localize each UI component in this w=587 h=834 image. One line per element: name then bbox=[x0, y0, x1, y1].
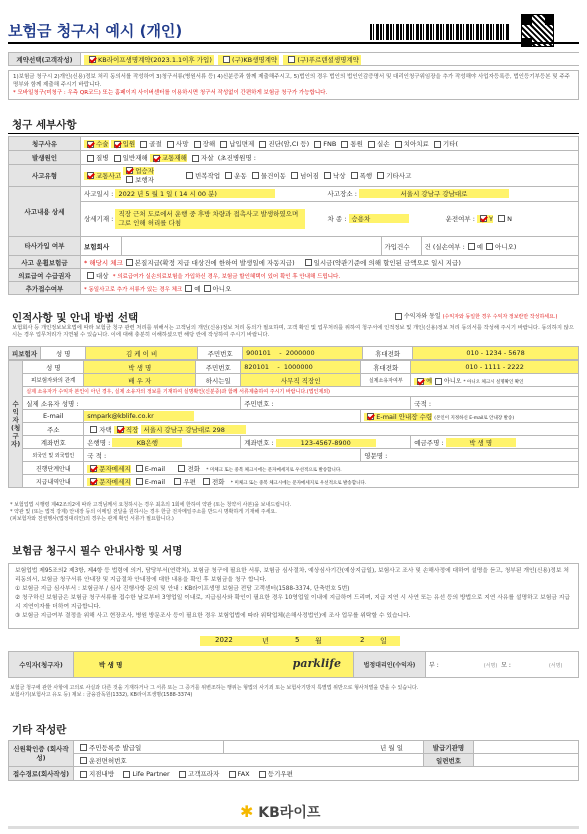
insured-name-label: 성 명 bbox=[41, 347, 86, 360]
barcode bbox=[370, 24, 510, 40]
insured-name[interactable]: 김 케 이 비 bbox=[86, 347, 198, 360]
owner-yes-checkbox[interactable] bbox=[417, 378, 424, 385]
cause-item: 질병 bbox=[96, 154, 109, 162]
driver-no: N bbox=[507, 214, 512, 223]
acct-label: 계좌번호 bbox=[23, 436, 84, 449]
reason-item: 납입면제 bbox=[229, 140, 255, 148]
accident-place[interactable]: 서울시 강남구 강남대로 bbox=[359, 189, 509, 198]
sign-year-label: 년 bbox=[262, 637, 269, 645]
consent-note: (수익자와 동일한 경우 수익자 정보란만 작성하세요.) bbox=[442, 314, 558, 320]
reason-checkbox[interactable] bbox=[194, 141, 201, 148]
accident-item: 폭행 bbox=[359, 171, 373, 180]
consent-area bbox=[392, 311, 557, 320]
reason-checkbox[interactable] bbox=[167, 141, 174, 148]
sign-day-label: 일 bbox=[380, 637, 387, 645]
pay-note: * 미체크 또는 중복 체크시에는 문자메세지로 우선적으로 발송합니다. bbox=[230, 480, 367, 486]
route-checkbox[interactable] bbox=[229, 771, 236, 778]
pay-tel-checkbox[interactable] bbox=[203, 478, 210, 485]
progress-tel-checkbox[interactable] bbox=[178, 465, 185, 472]
accident-label: 사고유형 bbox=[9, 165, 81, 187]
bene-phone-label: 휴대전화 bbox=[361, 361, 411, 374]
extra-yes-checkbox[interactable] bbox=[185, 285, 192, 292]
company-opt2: (구)KB생명계약 bbox=[232, 55, 278, 64]
home-checkbox[interactable] bbox=[90, 426, 97, 433]
route-checkbox[interactable] bbox=[123, 771, 130, 778]
other-company-input[interactable] bbox=[121, 237, 381, 255]
reason-row bbox=[81, 137, 579, 151]
reason-checkbox[interactable] bbox=[368, 141, 375, 148]
reason-checkbox[interactable] bbox=[314, 141, 321, 148]
accident-checkbox[interactable] bbox=[291, 172, 298, 179]
id-card-checkbox[interactable] bbox=[80, 744, 87, 751]
pay-email: E-mail bbox=[144, 477, 166, 486]
addr-label: 주소 bbox=[23, 423, 84, 436]
reason-checkbox[interactable] bbox=[259, 141, 266, 148]
serial-input[interactable] bbox=[474, 754, 579, 767]
cause-checkbox[interactable] bbox=[87, 155, 94, 162]
progress-email: E-mail bbox=[144, 464, 166, 473]
sign-table bbox=[8, 651, 579, 678]
sign-day: 2 bbox=[360, 636, 365, 644]
progress-sms: 문자메세지 bbox=[99, 464, 131, 473]
email-guide: E-mail 안내장 수령 bbox=[376, 412, 433, 421]
drink-a-checkbox[interactable] bbox=[126, 259, 133, 266]
extra-note: * 동일사고로 추가 서류가 있는 경우 체크 bbox=[84, 286, 183, 293]
same-as-beneficiary-checkbox[interactable] bbox=[395, 313, 402, 320]
insured-label: 피보험자 bbox=[9, 347, 41, 360]
home: 자택 bbox=[99, 425, 112, 434]
cause-checkbox[interactable] bbox=[114, 155, 121, 162]
company-label: 계약선택(고객작성) bbox=[9, 53, 81, 66]
reason-item: 실손 bbox=[377, 140, 390, 148]
place-label: 사고장소 : bbox=[327, 190, 357, 199]
foreign-label: 외국인 및 외국법인 bbox=[23, 449, 84, 462]
acct-value[interactable]: 123-4567-8900 bbox=[276, 439, 376, 447]
driver-license: 운전면허번호 bbox=[89, 756, 127, 765]
sign-year: 2022 bbox=[215, 636, 233, 644]
agent-label: 법정대리인(수익자) bbox=[354, 652, 426, 678]
accident-date[interactable]: 2022 년 5 월 1 일 ( 14 시 00 분) bbox=[115, 189, 275, 198]
progress-label: 진행단계안내 bbox=[23, 462, 84, 475]
company-opt1-checkbox[interactable] bbox=[89, 56, 96, 63]
acct-no-label: 계좌번호 : bbox=[244, 438, 274, 447]
medical-checkbox[interactable] bbox=[87, 272, 94, 279]
accident-checkbox[interactable] bbox=[225, 172, 232, 179]
accident-item: 넘어짐 bbox=[300, 171, 319, 180]
reason-hospital-checkbox[interactable] bbox=[114, 141, 121, 148]
section-sign: 보험금 청구시 필수 안내사항 및 서명 bbox=[12, 545, 183, 557]
id-card: 주민등록증 발급일 bbox=[89, 743, 142, 752]
progress-tel: 전화 bbox=[187, 464, 201, 473]
mother-seal: (서명) bbox=[548, 663, 563, 669]
reason-item: 사망 bbox=[175, 140, 189, 148]
footer-bar bbox=[8, 826, 579, 829]
company-opt2-checkbox[interactable] bbox=[223, 56, 230, 63]
notice-5-line: ① 보험금 지급 심사부서 : 보험금부 / 심사 진행사항 문의 및 안내 : KB라이프생명 보험금 전담 고객센터(1588-3374, 단축번호 5번) bbox=[15, 586, 350, 592]
accident-item: 업승자 bbox=[135, 166, 155, 175]
notice-5-line: ② 청구하신 보험금은 보험금 청구서류를 접수한 날로부터 3영업일 이내로, 지급심사와 확인이 필요한 경우 10영업일 이내에 지급하여 드리며, 지급 지연 시 사연 또는 유선 등의 방법으로 지연 사유를 설명하고 보험금 지급시 지연이자를 더하여 지급합니다. bbox=[15, 595, 570, 610]
title-divider bbox=[8, 42, 579, 44]
personal-table: 피보험자 성 명 김 케 이 비 주민번호 900101 - 2000000 휴대전화 010 - 1234 - 5678 수익자(청구자) 성 명 박 생 명 주민번호 820101 - 1000000 휴대전화 010 - 1111 - 2222 피보험자와의 관계 배 우 자 하시는일 사무직 직장인 실제소유자여부 예 아니오 * 아니오 체크시 실명확인 확인 실제 소유자가 수익자 본인이 아닌 경우, 실제 소유자의 정보를 기재하여 실명확인(신분증)과 함께 서류제출하여 주시기 바랍니다.(법인제외) 실제 소유자 성명 : 주민번호 : 국적 : E-mail smpark@kblife.co.kr E-mail 안내장 수령 (본인이 지정하신 E-mail로 안내장 발송) 주소 자택 직장 서울시 강남구 강남대로 298 계좌번호 은행명 : KB은행 계좌번호 : 123-4567-8900 예금주명 : 박 생 명 외국인 및 외국법인 국 적 : 영문명 : 진행단계안내 문자메세지 E-mail 전화 * 미체크 또는 중복 체크시에는 문자메세지로 우선적으로 발송합니다. 지급내역안내 문자메세지 E-mail 우편 전화 * 미체크 또는 중복 체크시에는 문자메세지로 우선적으로 발송합니다. bbox=[8, 346, 579, 488]
reason-surgery-checkbox[interactable] bbox=[87, 141, 94, 148]
notice-5 bbox=[8, 563, 579, 629]
drink-a: 본질지급(확정 지급 대상건에 한하여 발생일에 자동지급) bbox=[134, 258, 295, 267]
logo-text: KB라이프 bbox=[258, 805, 321, 821]
addr-value[interactable]: 서울시 강남구 강남대로 298 bbox=[141, 425, 246, 434]
bene-name-label: 성 명 bbox=[23, 361, 84, 374]
drink-label: 사고 운휠보험금 bbox=[9, 256, 81, 269]
bank-label: 은행명 : bbox=[87, 438, 111, 447]
other-yes: 예 bbox=[476, 242, 484, 251]
notice-1: 1)보험금 청구시 2)개인(신용)정보 처리 동의서를 작성하여 3)청구서류(병원서류 등) 4)신분증과 함께 제출해주시고, 5)법인의 경우 법인의 법인인감증명서 및 대리인청구위임장을 추가 작성해야 사업자등록증, 법인등기부등본 및 주주명부와 함께 제출해 주시기 바랍니다. bbox=[13, 74, 570, 88]
insured-phone[interactable]: 010 - 1234 - 5678 bbox=[413, 347, 579, 360]
reason-item: 통원 bbox=[350, 140, 363, 148]
route-checkbox[interactable] bbox=[80, 771, 87, 778]
reason-item: 장해 bbox=[202, 140, 216, 148]
accident-item: 보행자 bbox=[135, 175, 155, 184]
cause-traffic-checkbox[interactable] bbox=[153, 155, 160, 162]
accident-item: 낙상 bbox=[332, 171, 346, 180]
other-no-checkbox[interactable] bbox=[486, 243, 493, 250]
reason-item: 입원 bbox=[122, 140, 136, 148]
notice-5-line: 보험업법 제95조의2 제3항, 제4항 등 법령에 의거, 담당부서(연락처), 보험금 청구에 필요한 서류, 보험금 심사절차, 예상심사기간(예상지급일), 보험사고 조사 및 손해사정에 대하여 설명을 듣고, 청부된 개인(신용)정보 처리동의서, 보험금 청구서류 안내장 및 지급절차 안내장에 대한 내용을 확인 후 보험금을 청구 합니다. bbox=[15, 568, 569, 583]
other-count: 건 (실손여부 : bbox=[424, 242, 465, 251]
extra-no: 아니오 bbox=[212, 284, 232, 293]
section-claim-detail: 청구 세부사항 bbox=[12, 119, 77, 131]
notice-2: * 모바일청구(미청구 : 우측 QR코드) 또는 홈페이지 사이버센터를 이용하시면 청구서 작성없이 간편하게 보험금 청구가 가능합니다. bbox=[13, 90, 328, 96]
reason-item: 골절 bbox=[149, 140, 162, 148]
passenger-checkbox[interactable] bbox=[126, 167, 133, 174]
rel-value[interactable]: 배 우 자 bbox=[84, 374, 196, 387]
section-etc: 기타 작성란 bbox=[12, 724, 67, 736]
owner-no: 아니오 bbox=[444, 377, 462, 385]
owner-yes: 예 bbox=[426, 377, 433, 385]
accident-item: 빈복작업 bbox=[194, 171, 221, 180]
star-icon: ✱ bbox=[240, 802, 254, 821]
claim-detail-table bbox=[8, 136, 579, 295]
consent-chk: 수익자와 동일 bbox=[404, 313, 441, 320]
divider bbox=[8, 133, 579, 134]
pay-email-checkbox[interactable] bbox=[136, 478, 143, 485]
drink-b: 일시금(약관기준에 의해 할인된 금액으로 일시 지급) bbox=[313, 258, 461, 267]
cause-item: 교통재해 bbox=[161, 154, 187, 162]
issuer-label: 발급기관명 bbox=[424, 741, 474, 754]
date-label: 사고일시 : bbox=[84, 190, 114, 199]
insured-rrn1[interactable]: 900101 bbox=[246, 349, 271, 357]
holder-label: 예금주명 : bbox=[414, 438, 444, 447]
reason-item: 진단(암,CI 등) bbox=[268, 140, 310, 148]
kb-logo bbox=[240, 802, 320, 822]
sign-date[interactable] bbox=[200, 636, 400, 646]
notice-4-line: * 보험업법 시행령 제42조의2에 따라 고객님께서 요청하시는 경우 최초의 1회에 한하여 약관 (또는 청약서 사본)을 보내드립니다. bbox=[10, 502, 292, 508]
email-note: (본인이 지정하신 E-mail로 안내장 발송) bbox=[434, 415, 515, 421]
extra-yes: 예 bbox=[194, 284, 201, 293]
accident-description[interactable]: 직장 근처 도로에서 운행 중 후방 차량과 접촉사고 발생하였으며 그로 인해 허리를 다침 bbox=[115, 209, 305, 229]
reason-item: 기타( bbox=[442, 140, 458, 148]
company-opt3-checkbox[interactable] bbox=[288, 56, 295, 63]
notice-box bbox=[8, 70, 579, 100]
eng-label: 영문명 : bbox=[361, 449, 579, 462]
accident-item: 물건이동 bbox=[260, 171, 286, 180]
reason-item: 수술 bbox=[96, 140, 109, 148]
progress-sms-checkbox[interactable] bbox=[90, 465, 97, 472]
driver-no-checkbox[interactable] bbox=[498, 215, 505, 222]
accident-checkbox[interactable] bbox=[186, 172, 193, 179]
bene-name[interactable]: 박 생 명 bbox=[84, 361, 196, 374]
company-opt1: KB라이프생명계약(2023.1.1이후 가입) bbox=[98, 55, 212, 64]
insured-rrn2[interactable]: 2000000 bbox=[285, 349, 315, 357]
insured-phone-label: 휴대전화 bbox=[363, 347, 413, 360]
bank-value[interactable]: KB은행 bbox=[112, 438, 182, 447]
sign-name[interactable]: 박 생 명 bbox=[99, 661, 123, 669]
accident-checkbox[interactable] bbox=[252, 172, 259, 179]
sign-month: 5 bbox=[295, 636, 300, 644]
reason-checkbox[interactable] bbox=[140, 141, 147, 148]
email-guide-checkbox[interactable] bbox=[367, 413, 374, 420]
beneficiary-side-label: 수익자(청구자) bbox=[9, 361, 23, 488]
accident-item: 기타사고 bbox=[386, 171, 412, 180]
job-label: 하시는일 bbox=[196, 374, 241, 387]
issuer-input[interactable] bbox=[474, 741, 579, 754]
driver-label: 운전여부 : bbox=[445, 214, 475, 223]
reason-checkbox[interactable] bbox=[341, 141, 348, 148]
reason-checkbox[interactable] bbox=[434, 141, 441, 148]
cause-item: 자살 bbox=[201, 154, 214, 162]
job-value[interactable]: 사무직 직장인 bbox=[241, 374, 361, 387]
email-label: E-mail bbox=[23, 410, 84, 423]
insured-rrn-label: 주민번호 bbox=[198, 347, 243, 360]
other-label: 타사가입 여부 bbox=[9, 237, 81, 256]
driver-yes-checkbox[interactable] bbox=[480, 215, 487, 222]
drink-note: * 해당시 체크 bbox=[84, 258, 123, 267]
extra-no-checkbox[interactable] bbox=[204, 285, 211, 292]
car-type[interactable]: 승용차 bbox=[349, 214, 409, 223]
etc-table bbox=[8, 740, 579, 781]
cause-label: 발생원인 bbox=[9, 151, 81, 165]
agent-mother: 모 : bbox=[501, 662, 511, 669]
nat-label: 국 적 : bbox=[84, 449, 361, 462]
email-value[interactable]: smpark@kblife.co.kr bbox=[84, 411, 194, 421]
bene-rrn2[interactable]: 1000000 bbox=[283, 363, 313, 371]
notice-4-line: * 약관 및 (또는 법적 강제) 안내장 등의 이메일 전달을 원하시는 경우 한글 전자메일주소를 반드시 명확하게 기재해 주세요. bbox=[10, 509, 277, 515]
pay-post: 우편 bbox=[183, 477, 196, 486]
reason-item: FNB bbox=[323, 140, 337, 148]
progress-note: * 미체크 또는 중복 체크시에는 문자메세지로 우선적으로 발송합니다. bbox=[206, 467, 342, 473]
route-item: 고객프라자 bbox=[187, 770, 220, 778]
detail-label: 사고내용 상세 bbox=[9, 187, 81, 237]
cause-checkbox[interactable] bbox=[192, 155, 199, 162]
father-seal: (서명) bbox=[483, 663, 498, 669]
cause-item: 일반재해 bbox=[122, 154, 148, 162]
real-owner-note: 실제 소유자가 수익자 본인이 아닌 경우, 실제 소유자의 정보를 기재하여 실명확인(신분증)과 함께 서류제출하여 주시기 바랍니다.(법인제외) bbox=[23, 387, 579, 397]
id-label: 신원확인증 (회사작성) bbox=[9, 741, 74, 767]
notice-5-line: ③ 보험금 지급여부 결정을 위해 사고 현장조사, 병원 방문조사 등이 필요한 경우 보험업법에 따라 위탁업체(손해사정법인)에 조사 업무를 위탁할 수 있습니다. bbox=[15, 613, 411, 619]
agent-father: 부 : bbox=[429, 662, 439, 669]
id-date: 년 월 일 bbox=[224, 741, 424, 754]
car-label: 차 종 : bbox=[327, 214, 347, 223]
notice-4 bbox=[10, 502, 575, 523]
owner-note: * 아니오 체크시 실명확인 확인 bbox=[463, 379, 524, 385]
route-checkbox[interactable] bbox=[179, 771, 186, 778]
accident-checkbox[interactable] bbox=[351, 172, 358, 179]
company-opt3: (구)푸르덴셜생명계약 bbox=[297, 55, 359, 64]
work: 직장 bbox=[125, 425, 139, 434]
accident-checkbox[interactable] bbox=[324, 172, 331, 179]
pay-sms-checkbox[interactable] bbox=[90, 478, 97, 485]
signature[interactable]: parklife bbox=[292, 657, 341, 670]
other-company-label: 보험회사 bbox=[81, 237, 121, 255]
pay-tel: 전화 bbox=[212, 477, 225, 486]
desc-label: 상세기재 : bbox=[84, 214, 114, 223]
owner-no-checkbox[interactable] bbox=[435, 378, 442, 385]
sign-label: 수익자(청구자) bbox=[9, 652, 74, 678]
route-item: 등기우편 bbox=[267, 770, 293, 778]
real-owner-nation-label: 국적 : bbox=[414, 399, 432, 408]
sign-month-label: 월 bbox=[315, 637, 322, 645]
route-item: Life Partner bbox=[132, 770, 170, 778]
section-personal: 인적사항 및 안내 방법 선택 bbox=[12, 312, 139, 324]
route-item: 지점내방 bbox=[89, 770, 115, 778]
route-checkbox[interactable] bbox=[259, 771, 266, 778]
bene-rrn-label: 주민번호 bbox=[196, 361, 241, 374]
bene-phone[interactable]: 010 - 1111 - 2222 bbox=[411, 361, 579, 374]
notice-4-line: (피보험자와 친권행사(법정대리인)의 경우는 관계 확인 서류가 필요합니다.) bbox=[10, 516, 174, 522]
drink-b-checkbox[interactable] bbox=[305, 259, 312, 266]
company-select-section bbox=[8, 52, 579, 66]
reason-label: 청구사유 bbox=[9, 137, 81, 151]
accident-traffic-checkbox[interactable] bbox=[87, 172, 94, 179]
rel-label: 피보험자와의 관계 bbox=[23, 374, 84, 387]
notice-6 bbox=[10, 685, 575, 699]
route-label: 접수경로(회사작성) bbox=[9, 767, 74, 781]
medical-chk: 대상 bbox=[96, 271, 109, 280]
first-hospital-label: (초진병원명 : bbox=[217, 154, 256, 162]
medical-note: * 의료급여가 실손의료보험을 가입하신 경우, 보험금 할인혜택이 있어 확인 후 안내해 드립니다. bbox=[112, 273, 341, 280]
driver-yes: Y bbox=[489, 214, 494, 223]
notice-6-line: 보험사기(보험사고 유도 등) 제보 : 금융감독원(1332), KB라이프생명(1588-3374) bbox=[10, 692, 193, 698]
pedestrian-checkbox[interactable] bbox=[126, 176, 133, 183]
page-title: 보험금 청구서 예시 (개인) bbox=[8, 22, 183, 40]
work-checkbox[interactable] bbox=[117, 426, 124, 433]
real-owner-name-label: 실제 소유자 성명 : bbox=[26, 399, 79, 408]
reason-item: 치아치료 bbox=[403, 140, 429, 148]
other-no: 아니오) bbox=[495, 242, 517, 251]
holder-value[interactable]: 박 생 명 bbox=[446, 438, 516, 447]
real-owner-rrn-label: 주민번호 : bbox=[244, 399, 274, 408]
privacy-notice: 보험회사 등 개인정보보호법에 따라 보험금 청구 관련 처리를 위해서는 고객님의 개인(신용)정보 처리 동의가 필요하며, 고객 확인 및 업무처리를 위하여 청구서에 인적정보 및 개인(신용)정보 처리 동의서를 작성해 주시기 바랍니다. 동의하지 않으시는 경우 업무처리가 지연될 수 있습니다. 이에 대해 충분히 이해하셨으면 해당 란에 작성하여 주시기 바랍니다. bbox=[12, 325, 574, 338]
pay-sms: 문자메세지 bbox=[99, 477, 131, 486]
notice-6-line: 보험금 청구에 관한 사항에 고의로 사실과 다른 것을 기재하거나 그 서류 또는 그 증거를 위변조하는 행위는 형법의 사기죄 또는 보험사기방지 특별법 위반으로 형사처벌을 받을 수 있습니다. bbox=[10, 685, 419, 691]
extra-label: 추가접수여부 bbox=[9, 282, 81, 295]
driver-license-checkbox[interactable] bbox=[80, 757, 87, 764]
accident-item: 운동 bbox=[234, 171, 247, 180]
progress-email-checkbox[interactable] bbox=[136, 465, 143, 472]
owner-label: 실제소유자여부 bbox=[361, 374, 411, 387]
accident-checkbox[interactable] bbox=[377, 172, 384, 179]
route-item: FAX bbox=[237, 770, 250, 778]
medical-label: 의료급여 수급권자 bbox=[9, 269, 81, 282]
serial-label: 일련번호 bbox=[424, 754, 474, 767]
reason-checkbox[interactable] bbox=[220, 141, 227, 148]
pay-label: 지급내역안내 bbox=[23, 475, 84, 488]
bene-rrn1[interactable]: 820101 bbox=[244, 363, 270, 371]
pay-post-checkbox[interactable] bbox=[174, 478, 181, 485]
other-count-label: 가입건수 bbox=[381, 237, 421, 255]
accident-item: 교통사고 bbox=[96, 171, 122, 180]
other-yes-checkbox[interactable] bbox=[468, 243, 475, 250]
reason-checkbox[interactable] bbox=[395, 141, 402, 148]
